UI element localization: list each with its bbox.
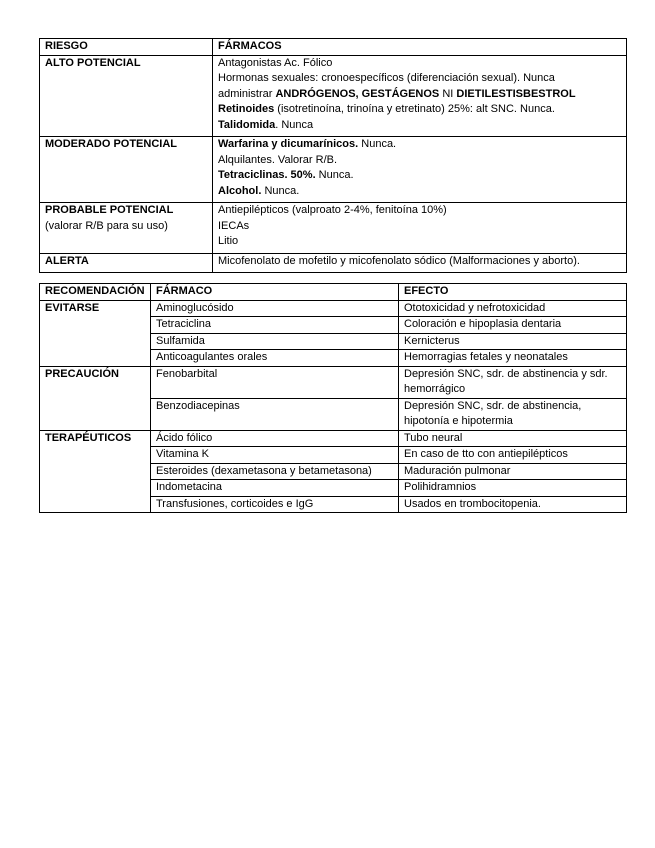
drug-text: Litio — [218, 235, 239, 247]
risk-row — [40, 137, 627, 203]
effect-cell: Coloración e hipoplasia dentaria — [399, 317, 627, 334]
drug-text: Retinoides — [218, 103, 275, 115]
effect-cell: Ototoxicidad y nefrotoxicidad — [399, 300, 627, 317]
recommendation-cell: EVITARSE — [40, 300, 151, 366]
risk-table — [39, 38, 627, 273]
drug-text: Antiepilépticos (valproato 2-4%, fenitoína 10%) — [218, 204, 447, 216]
effect-cell: Polihidramnios — [399, 480, 627, 497]
header-farmacos: FÁRMACOS — [213, 39, 627, 56]
risk-level-cell — [40, 253, 213, 273]
effect-cell: Depresión SNC, sdr. de abstinencia y sdr. hemorrágico — [399, 366, 627, 398]
drug-line — [218, 254, 621, 270]
drugs-cell — [213, 203, 627, 254]
recommendation-cell: PRECAUCIÓN — [40, 366, 151, 430]
drug-line — [218, 168, 621, 184]
effect-cell: Usados en trombocitopenia. — [399, 496, 627, 513]
drug-line — [218, 118, 621, 134]
header-efecto: EFECTO — [399, 284, 627, 301]
risk-level-cell — [40, 55, 213, 137]
effect-cell: Maduración pulmonar — [399, 463, 627, 480]
drugs-cell — [213, 253, 627, 273]
drug-cell: Aminoglucósido — [151, 300, 399, 317]
drug-cell: Transfusiones, corticoides e IgG — [151, 496, 399, 513]
drug-cell: Fenobarbital — [151, 366, 399, 398]
drug-cell: Vitamina K — [151, 447, 399, 464]
drug-cell: Anticoagulantes orales — [151, 350, 399, 367]
drug-cell: Benzodiacepinas — [151, 398, 399, 430]
drug-line — [218, 203, 621, 219]
effect-cell: Kernicterus — [399, 333, 627, 350]
drug-cell: Indometacina — [151, 480, 399, 497]
drugs-cell — [213, 137, 627, 203]
drugs-cell — [213, 55, 627, 137]
recommendation-row — [40, 300, 627, 317]
drug-text: DIETILESTISBESTROL — [456, 87, 576, 100]
drug-cell: Esteroides (dexametasona y betametasona) — [151, 463, 399, 480]
risk-row — [40, 55, 627, 137]
drug-text: Talidomida — [218, 118, 276, 131]
drug-text: Micofenolato de mofetilo y micofenolato sódico (Malformaciones y aborto). — [218, 254, 580, 267]
effect-cell: En caso de tto con antiepilépticos — [399, 447, 627, 464]
drug-text: (isotretinoína, trinoína y etretinato) 25%: alt SNC. Nunca. — [274, 103, 555, 115]
risk-row — [40, 203, 627, 254]
risk-level-line: PROBABLE POTENCIAL — [45, 204, 174, 216]
header-riesgo: RIESGO — [40, 39, 213, 56]
drug-text: Warfarina y dicumarínicos. — [218, 138, 359, 150]
drug-cell: Sulfamida — [151, 333, 399, 350]
recommendation-table — [39, 283, 627, 513]
risk-level-line: (valorar R/B para su uso) — [45, 219, 168, 232]
recommendation-row — [40, 366, 627, 398]
risk-level-cell — [40, 203, 213, 254]
recommendation-cell: TERAPÉUTICOS — [40, 430, 151, 513]
risk-level-cell — [40, 137, 213, 203]
drug-text: IECAs — [218, 219, 250, 232]
drug-text: Nunca. — [315, 169, 354, 181]
drug-cell: Ácido fólico — [151, 430, 399, 447]
drug-text: Nunca. — [261, 184, 300, 197]
drug-text: NI — [439, 87, 457, 100]
drug-text: Hormonas sexuales: cronoespecíficos (diferenciación sexual). Nunca — [218, 72, 555, 84]
effect-cell: Tubo neural — [399, 430, 627, 447]
risk-table-header — [40, 39, 627, 56]
risk-level-line: ALERTA — [45, 254, 89, 267]
drug-text: ANDRÓGENOS, GESTÁGENOS — [275, 87, 440, 100]
drug-text: Nunca. — [358, 138, 397, 150]
effect-cell: Depresión SNC, sdr. de abstinencia, hipotonía e hipotermia — [399, 398, 627, 430]
drug-cell: Tetraciclina — [151, 317, 399, 334]
header-recomendacion: RECOMENDACIÓN — [40, 284, 151, 301]
drug-text: Alcohol. — [218, 184, 262, 197]
header-farmaco: FÁRMACO — [151, 284, 399, 301]
drug-text: Alquilantes. Valorar R/B. — [218, 153, 338, 166]
risk-level-line: ALTO POTENCIAL — [45, 56, 141, 69]
drug-text: Tetraciclinas. 50%. — [218, 169, 316, 181]
risk-row — [40, 253, 627, 273]
drug-line — [218, 56, 621, 72]
drug-line — [218, 219, 621, 235]
risk-level-line: MODERADO POTENCIAL — [45, 138, 177, 150]
drug-text: administrar — [218, 87, 276, 100]
drug-line — [218, 153, 621, 169]
recommendation-row — [40, 430, 627, 447]
drug-text: Antagonistas Ac. Fólico — [218, 56, 333, 69]
recommendation-table-header — [40, 284, 627, 301]
drug-line — [218, 102, 621, 118]
drug-line — [218, 184, 621, 200]
drug-line — [218, 71, 621, 87]
drug-line — [218, 87, 621, 103]
effect-cell: Hemorragias fetales y neonatales — [399, 350, 627, 367]
drug-line — [218, 234, 621, 250]
drug-text: . Nunca — [275, 118, 314, 131]
drug-line — [218, 137, 621, 153]
